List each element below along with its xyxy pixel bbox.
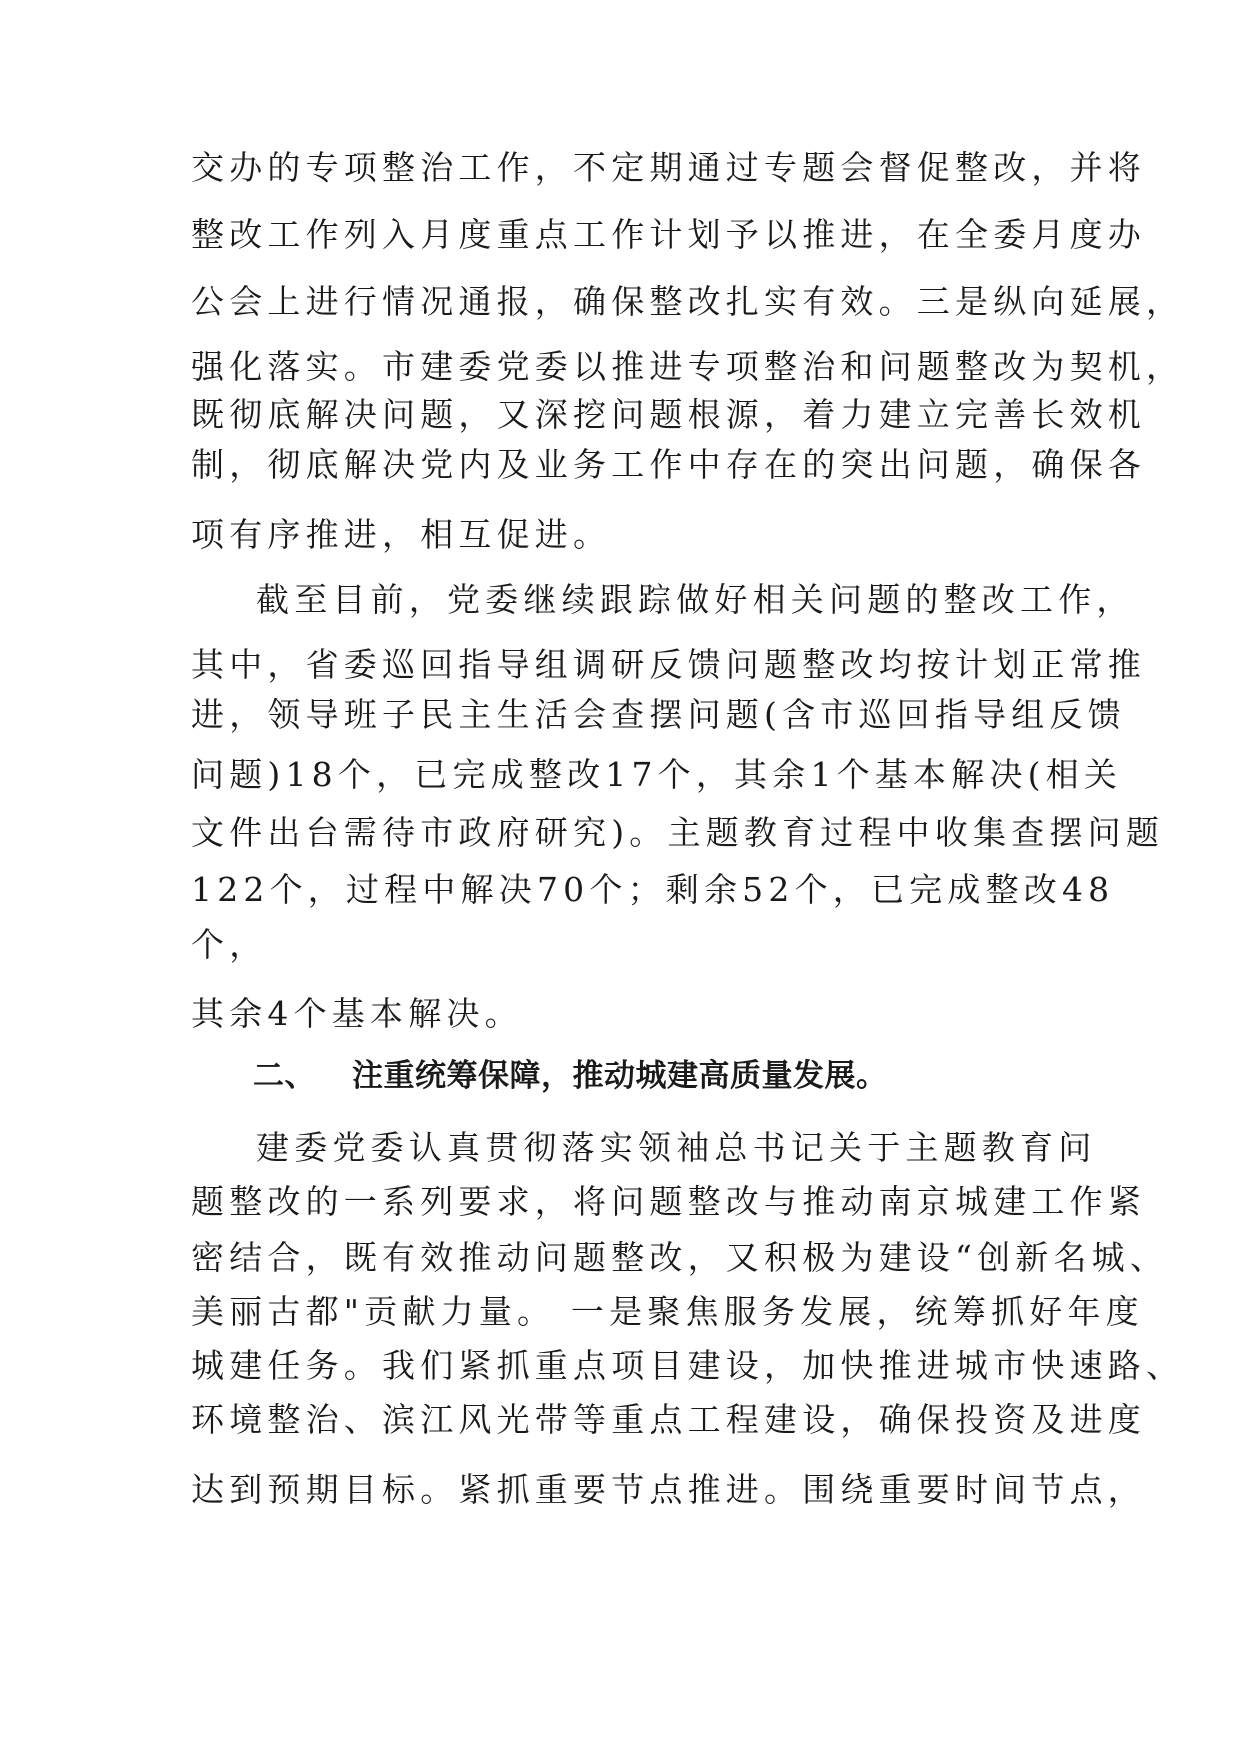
text-line: 项有序推进，相互促进。 bbox=[191, 515, 612, 554]
text-line: 美丽古都"贡献力量。 一是聚焦服务发展，统筹抓好年度 bbox=[191, 1292, 1144, 1331]
text-line: 122个，过程中解决70个；剩余52个，已完成整改48 bbox=[191, 870, 1115, 909]
text-line: 整改工作列入月度重点工作计划予以推进，在全委月度办 bbox=[191, 215, 1146, 254]
section-number: 二、 bbox=[253, 1058, 316, 1094]
text-line: 制，彻底解决党内及业务工作中存在的突出问题，确保各 bbox=[191, 445, 1146, 484]
text-line: 建委党委认真贯彻落实领袖总书记关于主题教育问 bbox=[256, 1128, 1097, 1167]
text-line: 进，领导班子民主生活会查摆问题(含市巡回指导组反馈 bbox=[191, 695, 1126, 734]
text-line: 强化落实。市建委党委以推进专项整治和问题整改为契机， bbox=[191, 347, 1185, 386]
text-line: 其余4个基本解决。 bbox=[191, 994, 523, 1033]
text-line: 问题)18个，已完成整改17个，其余1个基本解决(相关 bbox=[191, 755, 1123, 794]
text-line: 截至目前，党委继续跟踪做好相关问题的整改工作， bbox=[256, 580, 1135, 619]
text-line: 文件出台需待市政府研究)。主题教育过程中收集查摆问题 bbox=[191, 813, 1165, 852]
text-line: 密结合，既有效推动问题整改，又积极为建设“创新名城、 bbox=[191, 1238, 1169, 1277]
section-title: 注重统筹保障，推动城建高质量发展。 bbox=[352, 1058, 888, 1094]
text-line: 题整改的一系列要求，将问题整改与推动南京城建工作紧 bbox=[191, 1182, 1146, 1221]
text-line: 环境整治、滨江风光带等重点工程建设，确保投资及进度 bbox=[191, 1400, 1146, 1439]
text-line: 既彻底解决问题，又深挖问题根源，着力建立完善长效机 bbox=[191, 395, 1146, 434]
text-line: 公会上进行情况通报，确保整改扎实有效。三是纵向延展， bbox=[191, 282, 1185, 321]
section-heading bbox=[253, 1056, 888, 1096]
text-line: 个， bbox=[191, 925, 268, 964]
text-line: 其中，省委巡回指导组调研反馈问题整改均按计划正常推 bbox=[191, 645, 1146, 684]
text-line: 城建任务。我们紧抓重点项目建设，加快推进城市快速路、 bbox=[191, 1346, 1185, 1385]
text-line: 交办的专项整治工作，不定期通过专题会督促整改，并将 bbox=[191, 148, 1146, 187]
text-line: 达到预期目标。紧抓重要节点推进。围绕重要时间节点， bbox=[191, 1470, 1146, 1509]
